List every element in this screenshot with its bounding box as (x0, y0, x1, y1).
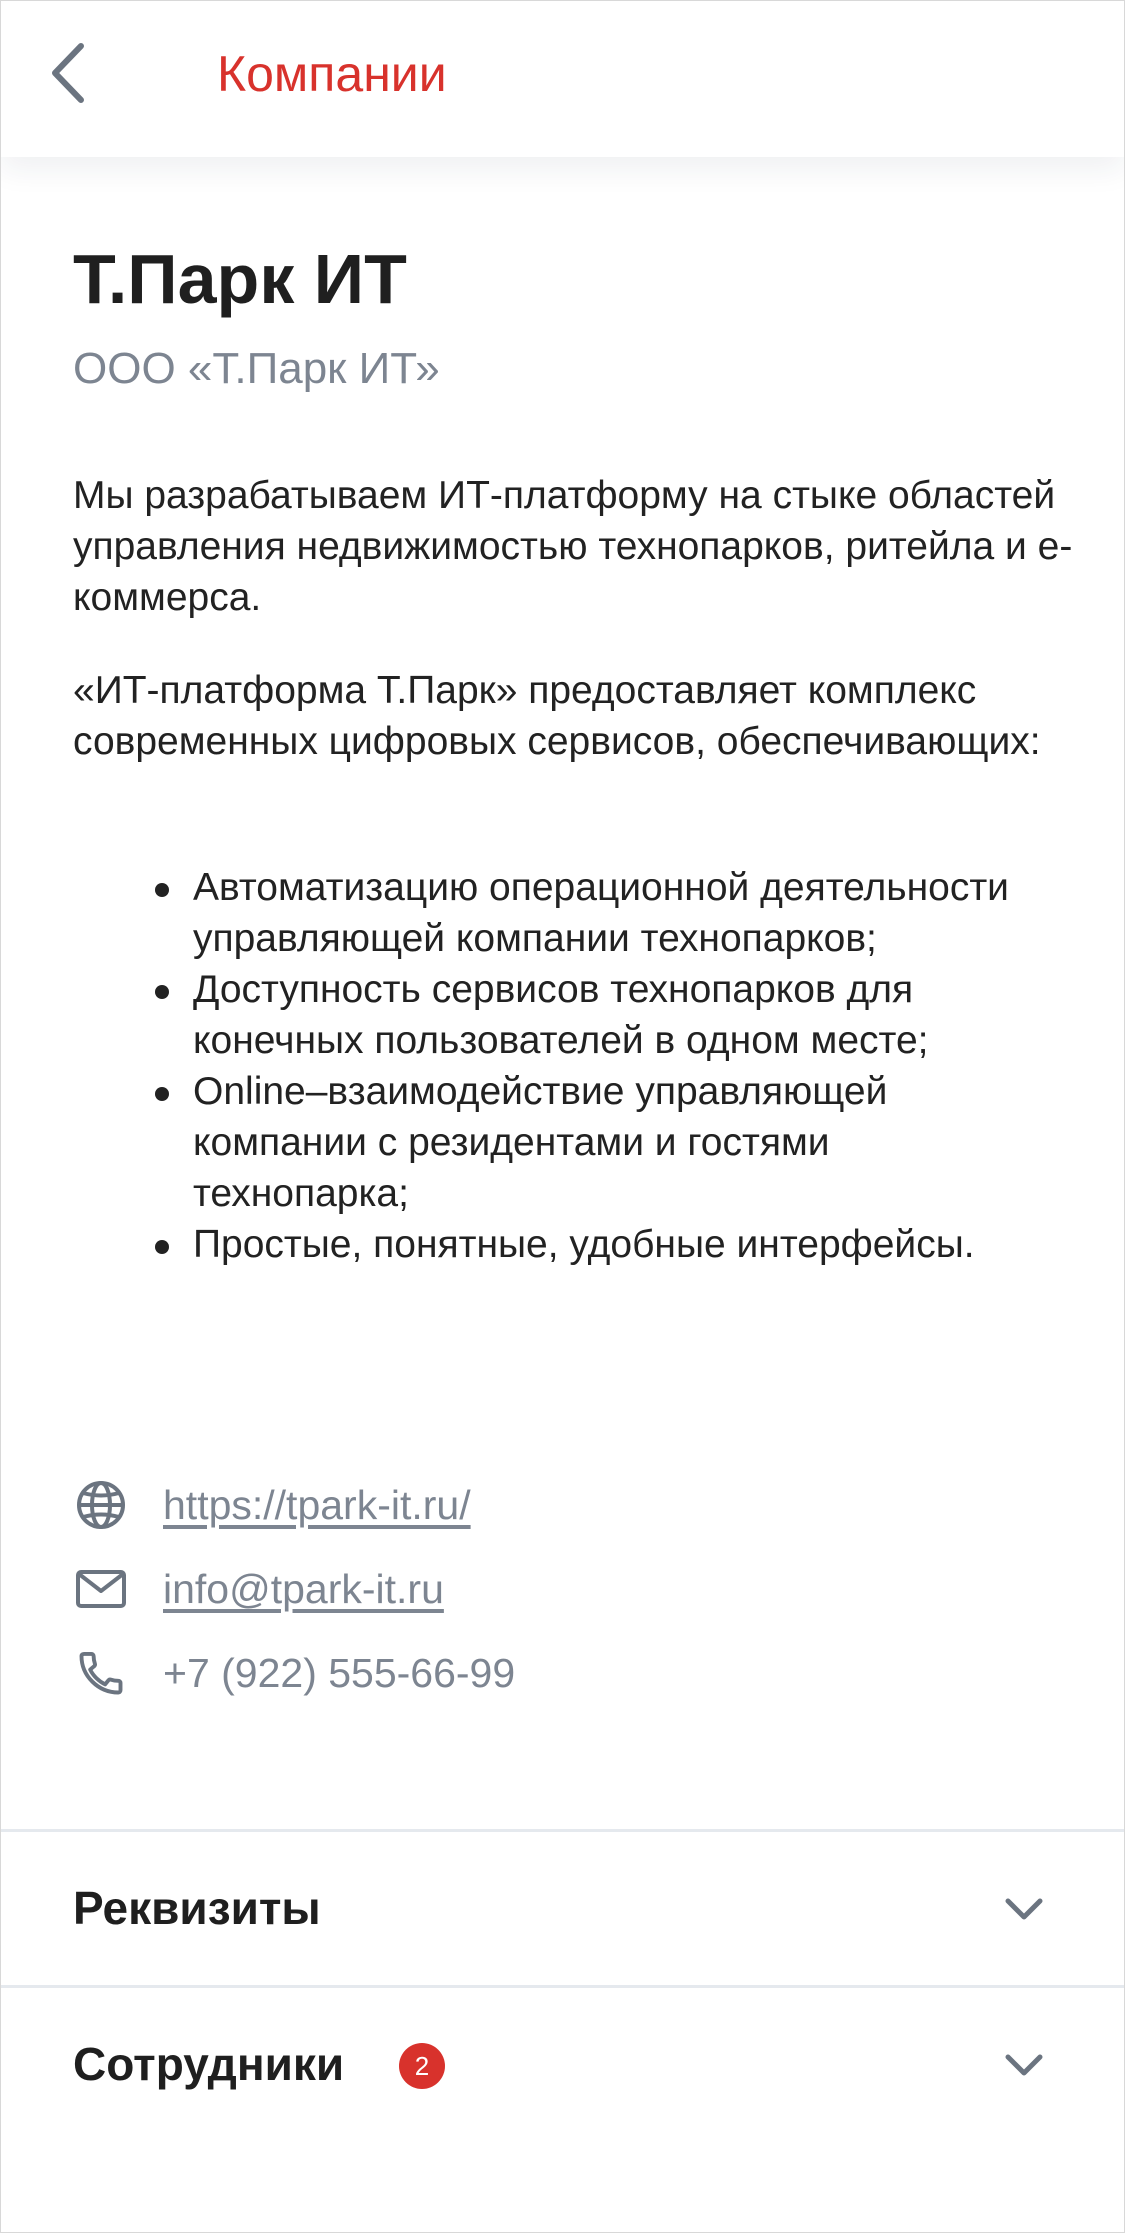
mail-icon (73, 1561, 129, 1617)
bullet-icon (155, 1087, 169, 1101)
contact-phone (73, 1643, 515, 1703)
contact-website (73, 1475, 471, 1535)
list-item: Автоматизацию операционной деятельности управляющей компании технопарков; (151, 862, 1051, 964)
bullet-icon (155, 883, 169, 897)
top-bar (1, 1, 1124, 157)
chevron-left-icon (47, 41, 87, 105)
phone-number: +7 (922) 555-66-99 (163, 1650, 516, 1696)
company-legal-name: ООО «Т.Парк ИТ» (73, 344, 440, 393)
company-name: Т.Парк ИТ (73, 240, 407, 318)
email-link[interactable]: info@tpark-it.ru (163, 1566, 444, 1612)
list-item: Простые, понятные, удобные интерфейсы. (151, 1219, 1051, 1270)
description-paragraph: Мы разрабатываем ИТ-платформу на стыке областей управления недвижимостью технопарков, ритейла и e-коммерса. (73, 474, 1073, 619)
chevron-down-icon (1002, 2043, 1046, 2087)
phone-icon (73, 1645, 129, 1701)
back-button[interactable] (35, 35, 99, 111)
list-item: Online–взаимодействие управляющей компании с резидентами и гостями технопарка; (151, 1066, 1051, 1219)
contact-email (73, 1559, 444, 1619)
description-paragraph: «ИТ-платформа Т.Парк» предоставляет комплекс современных цифровых сервисов, обеспечивающих: (73, 669, 1041, 763)
section-requisites[interactable] (1, 1832, 1124, 1986)
count-badge: 2 (399, 2043, 445, 2089)
website-link[interactable]: https://tpark-it.ru/ (163, 1482, 471, 1528)
features-list (151, 862, 1051, 1270)
section-title: Реквизиты (73, 1882, 321, 1934)
bullet-icon (155, 1240, 169, 1254)
list-item: Доступность сервисов технопарков для конечных пользователей в одном месте; (151, 964, 1051, 1066)
section-employees[interactable] (1, 1988, 1124, 2142)
bullet-icon (155, 985, 169, 999)
globe-icon (73, 1477, 129, 1533)
section-title: Сотрудники (73, 2038, 345, 2090)
chevron-down-icon (1002, 1887, 1046, 1931)
page-title: Компании (217, 46, 447, 102)
